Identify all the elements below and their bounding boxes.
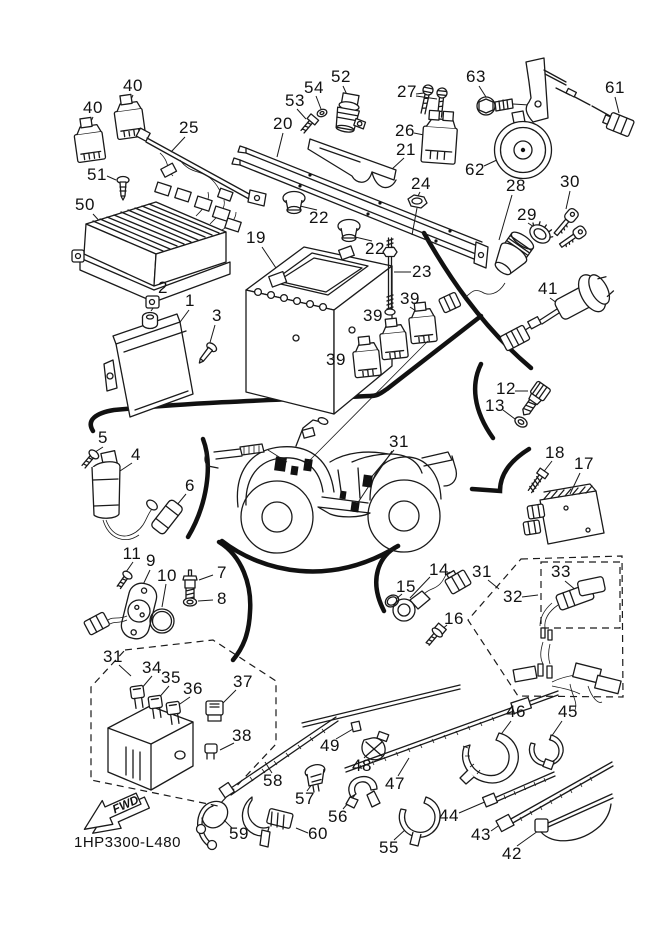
clamp-60-drawing xyxy=(242,797,293,847)
ignition-coil-4-drawing xyxy=(91,451,152,540)
part-label-39-26: 39 xyxy=(326,350,346,369)
part-label-3-29: 3 xyxy=(212,306,222,325)
horn-62-drawing xyxy=(495,111,552,179)
screw-11-drawing xyxy=(115,570,134,591)
battery-19-drawing xyxy=(246,246,392,414)
part-label-39-25: 39 xyxy=(363,306,383,325)
part-label-32-47: 32 xyxy=(503,587,523,606)
relay-26-drawing xyxy=(421,110,459,164)
part-label-52-5: 52 xyxy=(331,67,351,86)
part-label-11-38: 11 xyxy=(122,544,142,563)
screw-18-drawing xyxy=(526,468,549,494)
fuse-38-drawing xyxy=(205,744,217,759)
part-label-46-59: 46 xyxy=(506,702,526,721)
part-label-63-17: 63 xyxy=(466,67,486,86)
part-label-24-12: 24 xyxy=(411,174,431,193)
part-label-19-15: 19 xyxy=(246,228,266,247)
part-label-40-1: 40 xyxy=(83,98,103,117)
part-label-60-64: 60 xyxy=(308,824,328,843)
part-label-29-22: 29 xyxy=(517,205,537,224)
part-label-45-60: 45 xyxy=(558,702,578,721)
clamp-55-drawing xyxy=(399,797,440,846)
clamp-45-drawing xyxy=(529,735,563,769)
cdi-unit-1-drawing xyxy=(104,314,193,417)
part-label-48-57: 48 xyxy=(352,756,372,775)
band-49-drawing xyxy=(302,685,460,732)
part-label-25-2: 25 xyxy=(179,118,199,137)
part-label-27-9: 27 xyxy=(397,82,417,101)
part-label-61-18: 61 xyxy=(605,78,625,97)
horn-lead-61-drawing xyxy=(556,88,634,137)
nut-2-drawing xyxy=(143,313,158,329)
plug-cap-6-drawing xyxy=(145,498,184,535)
diagram-part-code: 1HP3300-L480 xyxy=(74,834,181,851)
part-label-1-28: 1 xyxy=(185,291,195,310)
part-label-21-11: 21 xyxy=(396,140,416,159)
clip-57-drawing xyxy=(304,763,326,792)
bracket-21-drawing xyxy=(308,139,396,188)
part-label-10-40: 10 xyxy=(157,566,177,585)
part-label-33-48: 33 xyxy=(551,562,571,581)
part-label-41-23: 41 xyxy=(538,279,558,298)
part-label-5-32: 5 xyxy=(98,428,108,447)
clamp-48-drawing xyxy=(362,731,389,759)
damper-22-a-drawing xyxy=(283,192,305,214)
fuse-box-drawing xyxy=(108,706,193,790)
part-label-54-6: 54 xyxy=(304,78,324,97)
part-label-57-61: 57 xyxy=(295,789,315,808)
part-label-28-20: 28 xyxy=(506,176,526,195)
part-label-43-67: 43 xyxy=(471,825,491,844)
screw-3-drawing xyxy=(195,341,218,366)
part-label-23-16: 23 xyxy=(412,262,432,281)
part-label-30-21: 30 xyxy=(560,172,580,191)
main-switch-28-drawing xyxy=(438,228,537,313)
damper-22-b-drawing xyxy=(338,220,360,242)
part-label-15-44: 15 xyxy=(396,577,416,596)
fuse-34-drawing xyxy=(130,685,146,709)
sensor-12-drawing xyxy=(517,381,551,420)
part-label-58-55: 58 xyxy=(263,771,283,790)
part-label-18-36: 18 xyxy=(545,443,565,462)
part-label-55-63: 55 xyxy=(379,838,399,857)
fuse-37-drawing xyxy=(206,701,223,721)
part-label-22-13: 22 xyxy=(309,208,329,227)
part-label-8-42: 8 xyxy=(217,589,227,608)
part-label-26-10: 26 xyxy=(395,121,415,140)
part-label-7-41: 7 xyxy=(217,563,227,582)
band-59-drawing xyxy=(197,801,228,849)
band-58-drawing xyxy=(219,717,338,798)
part-label-35-51: 35 xyxy=(161,668,181,687)
part-label-2-27: 2 xyxy=(158,278,168,297)
bolt-53-drawing xyxy=(299,114,319,135)
bolt-16-drawing xyxy=(423,622,447,647)
relay-40-b-drawing xyxy=(72,116,106,162)
part-label-38-54: 38 xyxy=(232,726,252,745)
sub-lead-33-drawing xyxy=(513,573,621,710)
part-label-14-43: 14 xyxy=(429,560,449,579)
part-label-37-53: 37 xyxy=(233,672,253,691)
part-label-53-7: 53 xyxy=(285,91,305,110)
washer-8-drawing xyxy=(184,598,197,606)
part-label-36-52: 36 xyxy=(183,679,203,698)
band-42-drawing xyxy=(535,794,613,841)
part-label-31-49: 31 xyxy=(103,647,123,666)
part-label-16-45: 16 xyxy=(444,609,464,628)
part-label-47-58: 47 xyxy=(385,774,405,793)
part-label-17-37: 17 xyxy=(574,454,594,473)
part-label-31-35: 31 xyxy=(389,432,409,451)
washer-54-drawing xyxy=(316,108,328,118)
part-label-44-66: 44 xyxy=(439,806,459,825)
part-label-6-34: 6 xyxy=(185,476,195,495)
sender-9-drawing xyxy=(84,580,160,641)
ecu-unit-50-drawing xyxy=(72,182,241,308)
part-label-59-65: 59 xyxy=(229,824,249,843)
part-label-12-30: 12 xyxy=(496,379,516,398)
screw-51-drawing xyxy=(117,177,129,201)
washer-13-drawing xyxy=(513,415,529,429)
rectifier-17-drawing xyxy=(523,484,604,544)
clamp-46-drawing xyxy=(460,733,518,784)
part-label-22-14: 22 xyxy=(365,239,385,258)
nut-24-drawing xyxy=(408,195,427,235)
part-label-51-3: 51 xyxy=(87,165,107,184)
o-ring-10-drawing xyxy=(150,609,174,633)
part-label-34-50: 34 xyxy=(142,658,162,677)
part-label-62-19: 62 xyxy=(465,160,485,179)
part-label-42-68: 42 xyxy=(502,844,522,863)
part-label-56-62: 56 xyxy=(328,807,348,826)
part-label-31-46: 31 xyxy=(472,562,492,581)
sensor-14-drawing xyxy=(393,566,472,621)
part-label-40-0: 40 xyxy=(123,76,143,95)
keys-30-drawing xyxy=(552,207,588,250)
part-label-20-8: 20 xyxy=(273,114,293,133)
part-label-4-33: 4 xyxy=(131,445,141,464)
part-label-49-56: 49 xyxy=(320,736,340,755)
fwd-arrow-label: FWD xyxy=(110,792,141,817)
clamp-56-drawing xyxy=(346,777,380,808)
part-label-50-4: 50 xyxy=(75,195,95,214)
part-label-13-31: 13 xyxy=(485,396,505,415)
part-label-39-24: 39 xyxy=(400,289,420,308)
starter-relay-41-drawing xyxy=(500,266,619,351)
part-label-9-39: 9 xyxy=(146,551,156,570)
sensor-52-drawing xyxy=(334,92,370,135)
